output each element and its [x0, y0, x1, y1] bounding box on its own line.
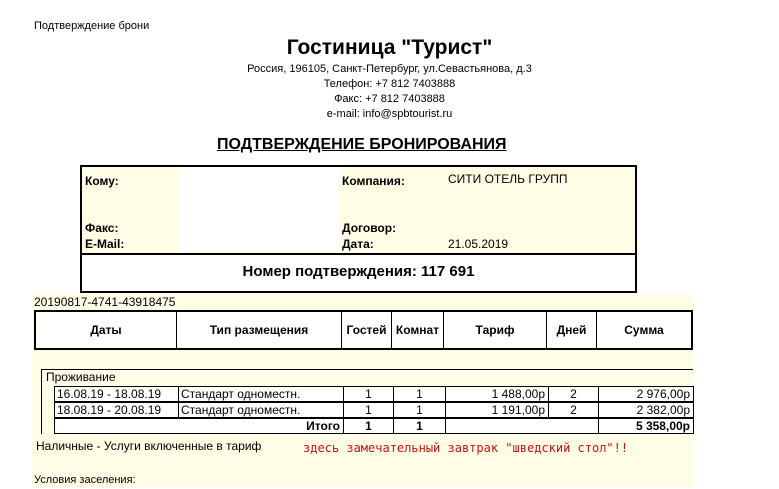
- document-title: ПОДТВЕРЖДЕНИЕ БРОНИРОВАНИЯ: [217, 136, 507, 153]
- cell-rate: 1 191,00р: [446, 403, 549, 417]
- cell-rate: 1 488,00р: [446, 387, 549, 401]
- total-guests: 1: [344, 419, 394, 433]
- reference-number: 20190817-4741-43918475: [34, 295, 176, 309]
- redacted-area: [179, 167, 339, 251]
- table-row: [54, 386, 694, 402]
- section-label: Проживание: [46, 370, 116, 384]
- table-row: [54, 402, 694, 418]
- hotel-phone: Телефон: +7 812 7403888: [323, 78, 456, 90]
- company-value: СИТИ ОТЕЛЬ ГРУПП: [448, 172, 568, 186]
- date-value: 21.05.2019: [448, 237, 509, 251]
- cell-guests: 1: [344, 403, 394, 417]
- info-divider: [82, 253, 635, 255]
- corner-label: Подтверждение брони: [34, 20, 150, 32]
- cell-sum: 2 382,00р: [636, 403, 690, 417]
- col-dates: Даты: [36, 312, 177, 348]
- cell-sum: 2 976,00р: [636, 387, 690, 401]
- col-rate: Тариф: [444, 312, 547, 348]
- to-label: Кому:: [85, 174, 119, 188]
- col-rooms: Комнат: [392, 312, 444, 348]
- cell-guests: 1: [344, 387, 394, 401]
- contract-label: Договор:: [342, 221, 397, 235]
- col-room-type: Тип размещения: [177, 312, 342, 348]
- cell-room-type: Стандарт одноместн.: [179, 387, 344, 401]
- recipient-info-box: [80, 165, 637, 293]
- col-guests: Гостей: [342, 312, 392, 348]
- handwritten-note: здесь замечательный завтрак "шведский стол"!!: [303, 441, 629, 455]
- total-empty: [446, 419, 599, 433]
- company-label: Компания:: [342, 174, 405, 188]
- booking-table-header: [34, 310, 693, 350]
- cell-days: 2: [549, 403, 599, 417]
- total-label: Итого: [55, 419, 344, 433]
- total-row: [54, 418, 694, 434]
- cell-rooms: 1: [394, 403, 446, 417]
- fax-label: Факс:: [85, 221, 119, 235]
- hotel-fax: Факс: +7 812 7403888: [334, 93, 445, 105]
- col-sum: Сумма: [624, 323, 664, 337]
- cell-days: 2: [549, 387, 599, 401]
- cell-room-type: Стандарт одноместн.: [179, 403, 344, 417]
- hotel-address: Россия, 196105, Санкт-Петербург, ул.Севастьянова, д.3: [247, 63, 532, 75]
- col-days: Дней: [547, 312, 597, 348]
- cell-dates: 16.08.19 - 18.08.19: [55, 387, 179, 401]
- hotel-email: e-mail: info@spbtourist.ru: [326, 108, 453, 120]
- cell-rooms: 1: [394, 387, 446, 401]
- email-label: E-Mail:: [85, 237, 125, 251]
- total-sum: 5 358,00р: [635, 419, 690, 433]
- cell-dates: 18.08.19 - 20.08.19: [55, 403, 179, 417]
- payment-note: Наличные - Услуги включенные в тариф: [36, 439, 262, 453]
- total-rooms: 1: [394, 419, 446, 433]
- conditions-label: Условия заселения:: [34, 474, 136, 486]
- confirmation-number: Номер подтверждения: 117 691: [242, 263, 475, 280]
- date-label: Дата:: [342, 237, 374, 251]
- hotel-name: Гостиница "Турист": [286, 36, 493, 59]
